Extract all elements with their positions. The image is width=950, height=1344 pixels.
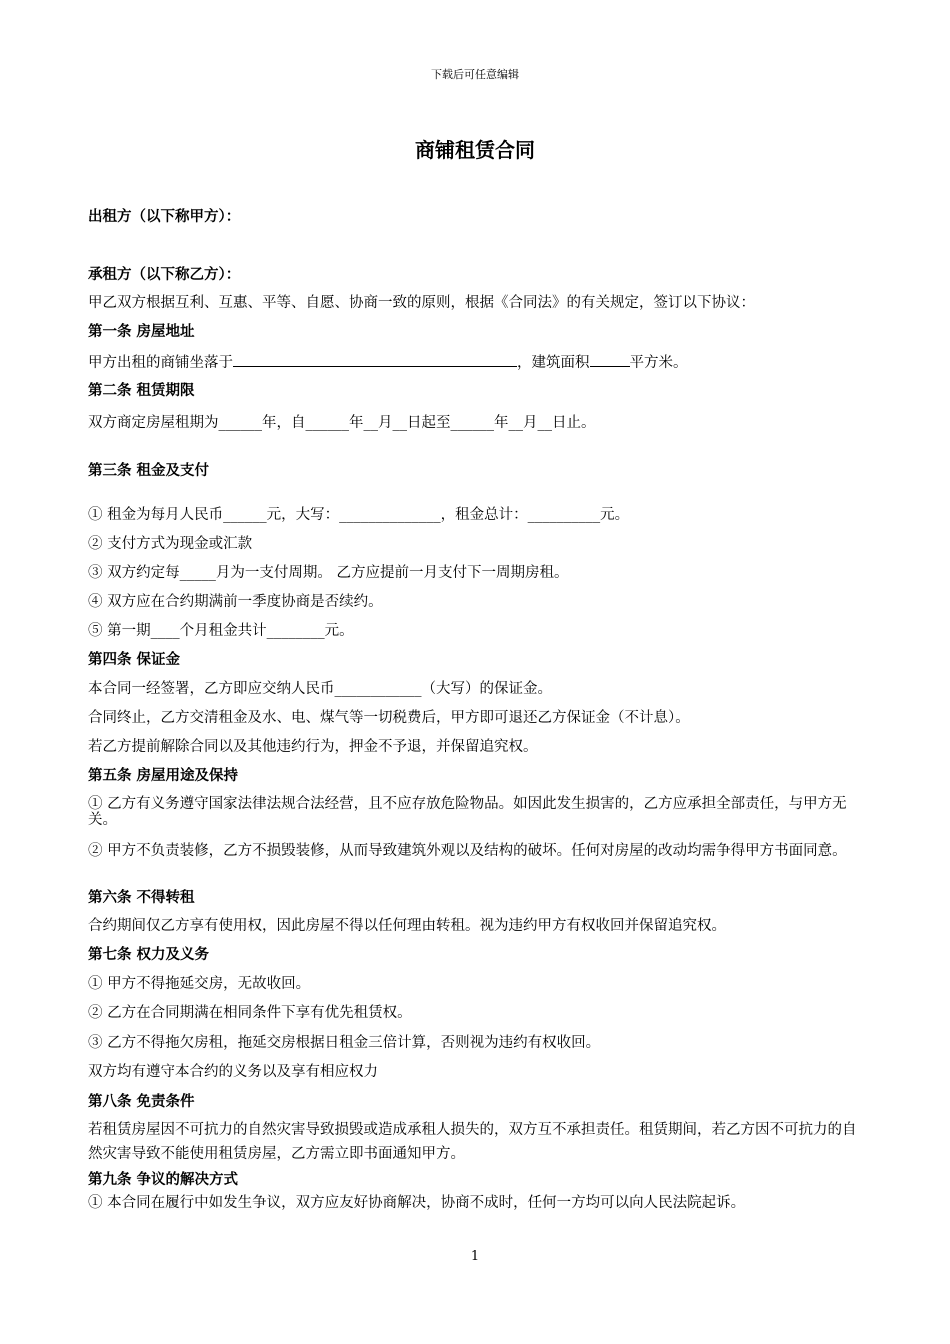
article-4-item: 本合同一经签署，乙方即应交纳人民币____________（大写）的保证金。: [88, 681, 552, 697]
article-3-item: ③ 双方约定每_____月为一支付周期。 乙方应提前一月支付下一周期房租。: [88, 565, 569, 581]
address-blank[interactable]: [233, 352, 517, 367]
article-1-heading: 第一条 房屋地址: [88, 324, 195, 340]
party-a-line: 出租方（以下称甲方）：: [88, 209, 241, 225]
article-5-heading: 第五条 房屋用途及保持: [88, 768, 239, 784]
page-number: 1: [470, 1249, 480, 1264]
article-8-text: 若租赁房屋因不可抗力的自然灾害导致损毁或造成承租人损失的，双方互不承担责任。租赁期间，若乙方因不可抗力的自然灾害导致不能使用租赁房屋，乙方需立即书面通知甲方。: [88, 1122, 857, 1162]
article-7-item: ③ 乙方不得拖欠房租，拖延交房根据日租金三倍计算，否则视为违约有权收回。: [88, 1035, 601, 1051]
article-7-item: ① 甲方不得拖延交房，无故收回。: [88, 976, 311, 992]
article-6-text: 合约期间仅乙方享有使用权，因此房屋不得以任何理由转租。视为违约甲方有权收回并保留追究权。: [88, 918, 726, 934]
area-unit: 平方米。: [629, 355, 688, 371]
header-note: 下载后可任意编辑: [431, 68, 519, 81]
article-4-item: 合同终止，乙方交清租金及水、电、煤气等一切税费后，甲方即可退还乙方保证金（不计息）。: [88, 710, 690, 726]
preamble: 甲乙双方根据互利、互惠、平等、自愿、协商一致的原则，根据《合同法》的有关规定，签订以下协议：: [88, 295, 755, 311]
article-3-item: ② 支付方式为现金或汇款: [88, 536, 253, 552]
article-8-heading: 第八条 免责条件: [88, 1094, 195, 1110]
article-3-item: ⑤ 第一期____个月租金共计________元。: [88, 623, 354, 639]
article-7-item: 双方均有遵守本合约的义务以及享有相应权力: [88, 1064, 378, 1080]
article-6-heading: 第六条 不得转租: [88, 890, 195, 906]
document-title: 商铺租赁合同: [415, 138, 535, 162]
address-label: 甲方出租的商铺坐落于: [88, 355, 233, 371]
article-3-item: ④ 双方应在合约期满前一季度协商是否续约。: [88, 594, 383, 610]
article-5-item: ① 乙方有义务遵守国家法律法规合法经营，且不应存放危险物品。如因此发生损害的，乙方应承担全部责任，与甲方无关。: [88, 796, 847, 828]
article-1-address-line: [88, 352, 868, 372]
article-2-heading: 第二条 租赁期限: [88, 383, 195, 399]
article-7-item: ② 乙方在合同期满在相同条件下享有优先租赁权。: [88, 1005, 412, 1021]
area-blank[interactable]: [590, 352, 630, 367]
article-9-text: ① 本合同在履行中如发生争议，双方应友好协商解决，协商不成时，任何一方均可以向人民法院起诉。: [88, 1195, 746, 1211]
area-label: ，建筑面积: [517, 355, 590, 371]
article-3-item: ① 租金为每月人民币______元，大写：______________，租金总计：__________元。: [88, 507, 630, 523]
party-b-line: 承租方（以下称乙方）：: [88, 267, 241, 283]
article-5-item: ② 甲方不负责装修，乙方不损毁装修，从而导致建筑外观以及结构的破坏。任何对房屋的改动均需争得甲方书面同意。: [88, 843, 847, 859]
article-2-term: 双方商定房屋租期为______年，自______年__月__日起至______年__月__日止。: [88, 415, 596, 431]
article-7-heading: 第七条 权力及义务: [88, 947, 210, 963]
article-4-item: 若乙方提前解除合同以及其他违约行为，押金不予退，并保留追究权。: [88, 739, 538, 755]
article-4-heading: 第四条 保证金: [88, 652, 181, 668]
article-9-heading: 第九条 争议的解决方式: [88, 1172, 239, 1188]
article-3-heading: 第三条 租金及支付: [88, 463, 210, 479]
